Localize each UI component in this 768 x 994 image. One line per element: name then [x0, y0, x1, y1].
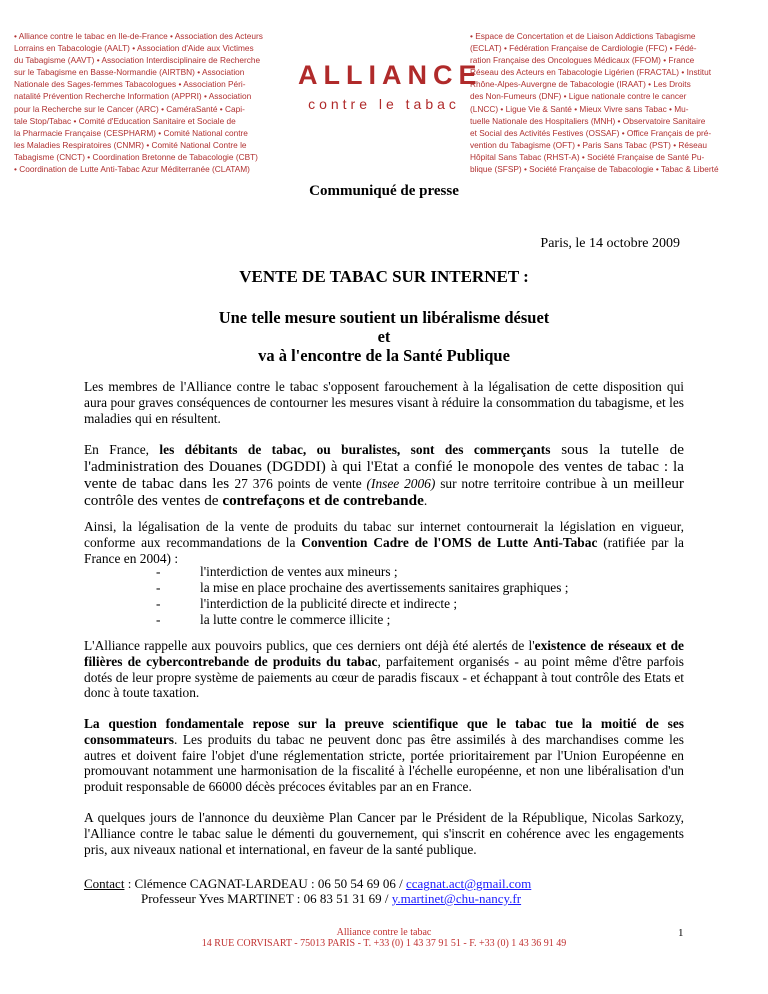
member-line: la Pharmacie Française (CESPHARM) • Comité National contre	[14, 127, 248, 138]
footer-address: 14 RUE CORVISART - 75013 PARIS - T. +33 (0) 1 43 37 91 51 - F. +33 (0) 1 43 36 91 49	[201, 938, 567, 949]
member-line: (ECLAT) • Fédération Française de Cardiologie (FFC) • Fédé-	[470, 43, 697, 54]
member-line: • Coordination de Lutte Anti-Tabac Azur Méditerranée (CLATAM)	[14, 164, 250, 175]
member-line: natalité Prévention Recherche Information (APPRI) • Association	[14, 91, 252, 102]
member-line: les Maladies Respiratoires (CNMR) • Comité National Contre le	[14, 139, 247, 150]
member-line: des Non-Fumeurs (DNF) • Ligue nationale contre le cancer	[470, 91, 687, 102]
subtitle-line-2: et	[377, 327, 391, 346]
member-line: blique (SFSP) • Société Française de Tabacologie • Tabac & Liberté	[470, 164, 719, 175]
paragraph-2: En France, les débitants de tabac, ou buralistes, sont des commerçants sous la tutelle de l'administration des Douanes (DGDDI) à qui l'Etat a confié le monopole des ventes de tabac : la vente de tabac dans les 27 376 points de vente (Insee 2006) sur notre territoire contribue à un meilleur contrôle des ventes de contrefaçons et de contrebande.	[84, 441, 685, 509]
email-link-2[interactable]: y.martinet@chu-nancy.fr	[391, 891, 522, 906]
alliance-logo	[298, 52, 483, 132]
footer	[0, 927, 768, 949]
member-line: Nationale des Sages-femmes Tabacologues • Association Péri-	[14, 79, 246, 90]
member-line: Réseau des Acteurs en Tabacologie Ligérien (FRACTAL) • Institut	[470, 67, 712, 78]
subtitle-line-3: va à l'encontre de la Santé Publique	[258, 346, 510, 365]
member-line: du Tabagisme (AAVT) • Association Interdisciplinaire de Recherche	[14, 55, 261, 66]
header-members-left	[14, 30, 314, 175]
member-line: Rhône-Alpes-Auvergne de Tabacologie (IRAAT) • Les Droits	[470, 79, 691, 90]
member-line: • Espace de Concertation et de Liaison Addictions Tabagisme	[470, 31, 696, 41]
member-line: Lorrains en Tabacologie (AALT) • Association d'Aide aux Victimes	[14, 43, 254, 54]
member-line: tuelle Nationale des Hospitaliers (MNH) • Observatoire Sanitaire	[470, 115, 706, 126]
member-line: • Alliance contre le tabac en Ile-de-France • Association des Acteurs	[14, 31, 263, 41]
main-title: VENTE DE TABAC SUR INTERNET :	[239, 267, 529, 286]
paragraph-5: La question fondamentale repose sur la preuve scientifique que le tabac tue la moitié de ses consommateurs. Les produits du tabac ne peuvent donc pas être assimilés à des marchandises comme les autres et doivent faire l'objet d'une réglementation stricte, portée prioritairement par l'Union Européenne en promouvant notamment une harmonisation de la fiscalité à l'échelle européenne, et non une libéralisation d'un produit responsable de 66000 décès précoces évitables par an en France.	[84, 716, 684, 795]
contact-label: Contact	[84, 876, 125, 891]
page-number: 1	[678, 927, 684, 939]
measures-list	[156, 564, 569, 628]
footer-org: Alliance contre le tabac	[336, 927, 432, 938]
paragraph-4: L'Alliance rappelle aux pouvoirs publics, que ces derniers ont déjà été alertés de l'existence de réseaux et de filières de cybercontrebande de produits du tabac, parfaitement organisés - au point même d'être parfois dotés de leur propre système de paiements au cœur de paradis fiscaux - et échappant à tout contrôle des Etats et donc à toute taxation.	[84, 638, 685, 701]
list-item: - l'interdiction de ventes aux mineurs ;	[156, 564, 398, 579]
member-line: sur le Tabagisme en Basse-Normandie (AIRTBN) • Association	[14, 67, 245, 78]
date-line: Paris, le 14 octobre 2009	[540, 236, 680, 251]
contact-block: Contact : Clémence CAGNAT-LARDEAU : 06 50 54 69 06 / ccagnat.act@gmail.com Professeur Yves MARTINET : 06 83 51 31 69 / y.martinet@chu-nancy.fr	[84, 876, 532, 906]
member-line: Hôpital Sans Tabac (RHST-A) • Société Française de Santé Pu-	[470, 151, 705, 162]
subtitle-line-1: Une telle mesure soutient un libéralisme désuet	[218, 308, 550, 327]
member-line: Tabagisme (CNCT) • Coordination Bretonne de Tabacologie (CBT)	[14, 151, 258, 162]
paragraph-6: A quelques jours de l'annonce du deuxième Plan Cancer par le Président de la République, Nicolas Sarkozy, l'Alliance contre le tabac salue le démenti du gouvernement, qui s'inscrit en cohérence avec les engagements pris, aux niveaux national et international, en faveur de la santé publique.	[84, 810, 684, 857]
member-line: (LNCC) • Ligue Vie & Santé • Mieux Vivre sans Tabac • Mu-	[470, 103, 689, 114]
paragraph-1: Les membres de l'Alliance contre le tabac s'opposent farouchement à la légalisation de cette disposition qui aura pour graves conséquences de contourner les mesures visant à réduire la consommation du tabagisme, et les maladies qui en résultent.	[84, 379, 684, 426]
email-link-1[interactable]: ccagnat.act@gmail.com	[405, 876, 532, 891]
paragraph-3: Ainsi, la légalisation de la vente de produits du tabac sur internet contournerait la législation en vigueur, conforme aux recommandations de la Convention Cadre de l'OMS de Lutte Anti-Tabac (ratifiée par la France en 2004) :	[84, 519, 685, 566]
member-line: pour la Recherche sur le Cancer (ARC) • CaméraSanté • Capi-	[14, 103, 245, 114]
member-line: tale Stop/Tabac • Comité d'Education Sanitaire et Sociale de	[14, 115, 236, 126]
list-item: - la mise en place prochaine des avertissements sanitaires graphiques ;	[156, 580, 569, 595]
press-release-heading: Communiqué de presse	[309, 183, 459, 199]
subtitle	[0, 308, 768, 365]
member-line: ration Française des Oncologues Médicaux (FFOM) • France	[470, 55, 695, 66]
list-item: - l'interdiction de la publicité directe et indirecte ;	[156, 596, 458, 611]
member-line: et Social des Activités Festives (OSSAF) • Office Français de pré-	[470, 127, 712, 138]
logo-word: ALLIANCE	[298, 60, 483, 90]
member-line: vention du Tabagisme (OFT) • Paris Sans Tabac (PST) • Réseau	[470, 139, 707, 150]
header-members-right	[470, 30, 754, 175]
logo-subtitle: contre le tabac	[308, 96, 460, 112]
list-item: - la lutte contre le commerce illicite ;	[156, 612, 391, 627]
